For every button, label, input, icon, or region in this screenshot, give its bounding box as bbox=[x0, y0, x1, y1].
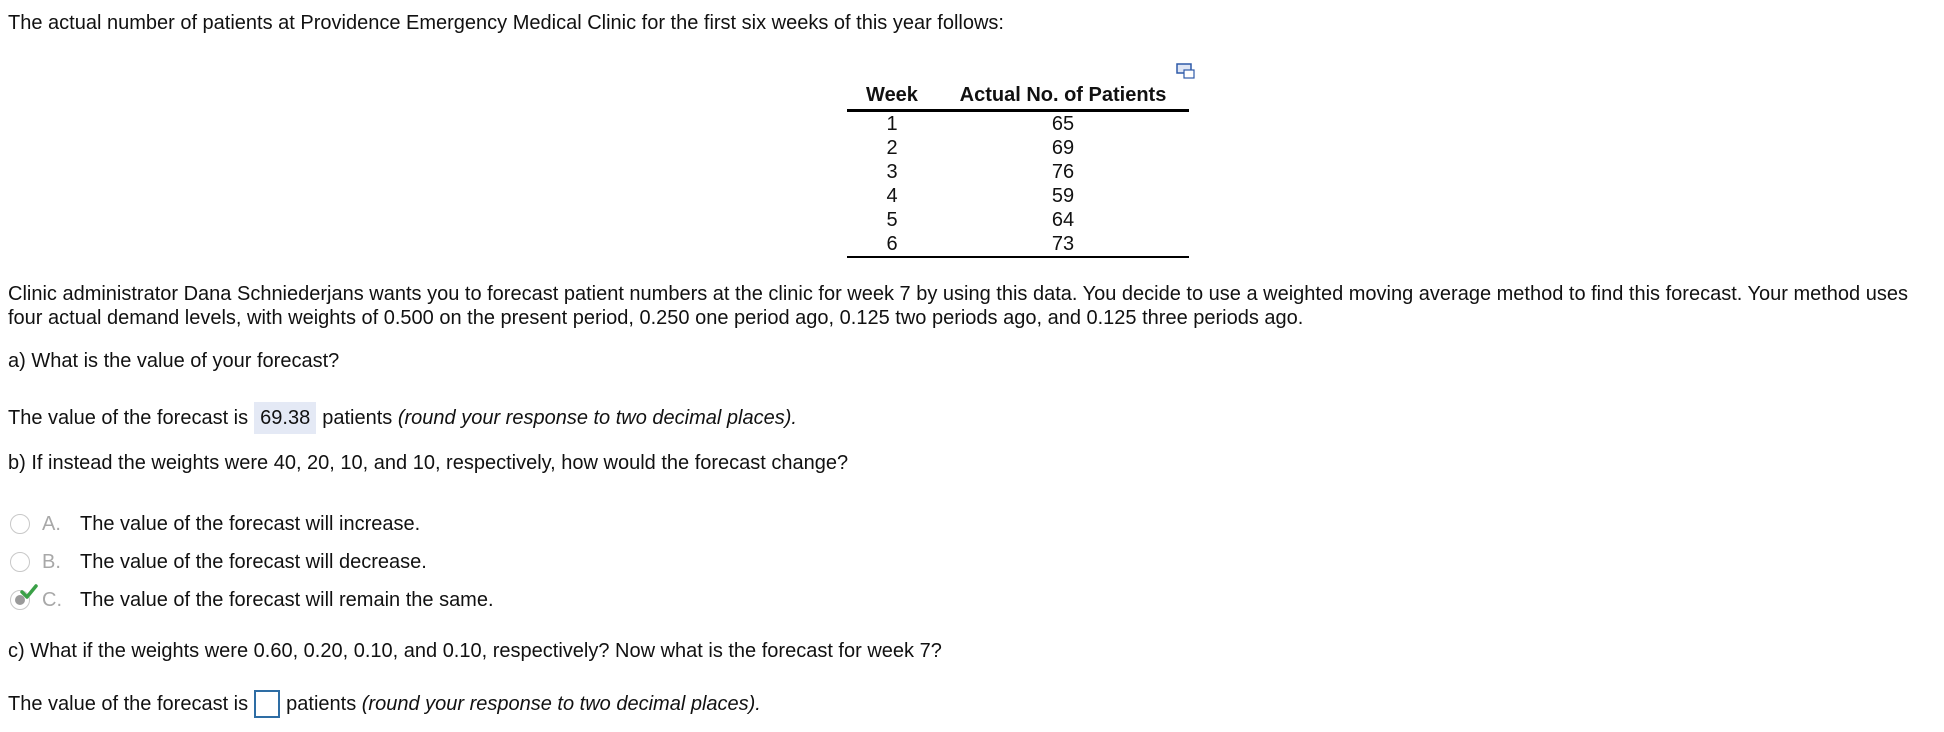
table-row bbox=[847, 111, 1189, 137]
option-c-letter: C. bbox=[42, 588, 62, 611]
answer-a-suffix: patients bbox=[322, 406, 393, 429]
option-b-letter: B. bbox=[42, 550, 61, 573]
table-row bbox=[847, 160, 1189, 184]
week-cell: 4 bbox=[886, 185, 898, 207]
expand-table-icon[interactable] bbox=[1176, 62, 1196, 80]
intro-text: The actual number of patients at Providence Emergency Medical Clinic for the first six weeks of this year follows: bbox=[8, 12, 1004, 34]
table-row bbox=[847, 136, 1189, 160]
table-row bbox=[847, 232, 1189, 257]
week-cell: 2 bbox=[886, 137, 898, 159]
option-c[interactable] bbox=[10, 588, 494, 612]
correct-check-icon bbox=[20, 584, 38, 600]
radio-a[interactable] bbox=[10, 514, 30, 534]
patients-cell: 64 bbox=[1051, 209, 1075, 231]
answer-a-line bbox=[8, 402, 797, 434]
question-b: b) If instead the weights were 40, 20, 10, and 10, respectively, how would the forecast change? bbox=[8, 452, 849, 474]
radio-b[interactable] bbox=[10, 552, 30, 572]
patients-cell: 65 bbox=[1051, 113, 1075, 135]
option-b[interactable] bbox=[10, 550, 427, 574]
table-row bbox=[847, 208, 1189, 232]
answer-a-hint: (round your response to two decimal places). bbox=[397, 406, 797, 429]
week-cell: 3 bbox=[886, 161, 898, 183]
question-c: c) What if the weights were 0.60, 0.20, 0.10, and 0.10, respectively? Now what is the forecast for week 7? bbox=[8, 640, 942, 662]
week-cell: 6 bbox=[847, 232, 937, 257]
answer-c-prefix: The value of the forecast is bbox=[8, 692, 249, 715]
answer-c-input[interactable] bbox=[254, 690, 280, 718]
problem-description: Clinic administrator Dana Schniederjans wants you to forecast patient numbers at the clinic for week 7 by using this data. You decide to use a weighted moving average method to find this forecast. Your method uses four actual demand levels, with weights of 0.500 on the present period, 0.250 one period ago, 0.125 two periods ago, and 0.125 three periods ago. bbox=[8, 283, 1908, 329]
patients-cell: 69 bbox=[1051, 137, 1075, 159]
week-cell: 1 bbox=[886, 113, 898, 135]
patients-cell: 73 bbox=[937, 232, 1189, 257]
patients-cell: 59 bbox=[1051, 185, 1075, 207]
table-row bbox=[847, 184, 1189, 208]
option-b-text: The value of the forecast will decrease. bbox=[80, 550, 427, 573]
answer-a-value[interactable]: 69.38 bbox=[254, 402, 316, 434]
patients-table bbox=[847, 82, 1189, 258]
answer-c-suffix: patients bbox=[286, 692, 357, 715]
answer-a-prefix: The value of the forecast is bbox=[8, 406, 249, 429]
header-week: Week bbox=[847, 82, 937, 111]
week-cell: 5 bbox=[886, 209, 898, 231]
option-a-letter: A. bbox=[42, 512, 61, 535]
question-a: a) What is the value of your forecast? bbox=[8, 350, 340, 372]
header-patients: Actual No. of Patients bbox=[937, 82, 1189, 111]
answer-c-hint: (round your response to two decimal places). bbox=[361, 692, 761, 715]
option-c-text: The value of the forecast will remain the same. bbox=[80, 588, 494, 611]
option-a-text: The value of the forecast will increase. bbox=[80, 512, 421, 535]
patients-cell: 76 bbox=[1051, 161, 1075, 183]
option-a[interactable] bbox=[10, 512, 420, 536]
answer-c-line bbox=[8, 690, 761, 718]
